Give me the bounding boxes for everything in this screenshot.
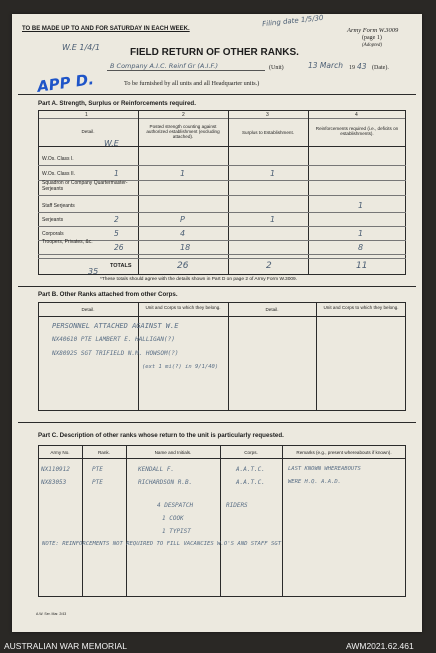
- row-posted-6: 4: [180, 229, 186, 238]
- form-page: (page 1): [362, 35, 382, 41]
- archive-footer: [0, 640, 436, 653]
- part-c-col-army-no: Army No.: [50, 450, 70, 455]
- part-c-name-1: KENDALL F.: [138, 466, 175, 473]
- row-posted-7: 18: [180, 243, 191, 252]
- part-c-corps-2: A.A.T.C.: [236, 479, 265, 486]
- col-header-surplus: Surplus to Establishment.: [241, 130, 295, 135]
- part-c-col-rank: Rank.: [97, 450, 110, 455]
- part-c-army-no-1: NX110912: [41, 466, 70, 473]
- part-c-corps-1: A.A.T.C.: [236, 466, 265, 473]
- unit-label: (Unit): [269, 65, 284, 71]
- part-c-title: Part C. Description of other ranks whose return to the unit is particularly requested.: [38, 432, 284, 439]
- part-b-col-detail-2: Detail.: [265, 307, 279, 312]
- row-reinforcements-6: 1: [358, 229, 364, 238]
- row-reinforcements-7: 8: [358, 243, 364, 252]
- date-label: (Date).: [372, 65, 389, 71]
- part-b-entry-2: NX40610 PTE LAMBERT E. HALLIGAN(?): [52, 336, 175, 343]
- year-prefix: 19: [349, 65, 355, 71]
- col-number-4: 4: [355, 112, 358, 118]
- part-b-col-unit-1: Unit and Corps to which they belong.: [145, 305, 221, 310]
- row-surplus-5: 1: [270, 215, 276, 224]
- part-b-entry-3: NX80925 SGT TRIFIELD N.M. HOWSOM(?): [52, 350, 179, 357]
- part-c-note: NOTE: REINFORCEMENTS NOT REQUIRED TO FILL VACANCIES W.O'S AND STAFF SGT: [42, 541, 282, 547]
- printer-code: A.W. Ser. Mar. 2/43: [36, 612, 67, 616]
- handwritten-ref: W.E 1/4/1: [62, 43, 101, 52]
- part-c-col-corps: Corps.: [244, 450, 258, 455]
- row-detail-4: Staff Serjeants: [42, 203, 75, 209]
- col-number-1: 1: [85, 112, 88, 118]
- totals-label: TOTALS: [110, 263, 132, 269]
- totals-posted: 26: [177, 261, 189, 271]
- row-we-2: 1: [114, 169, 119, 178]
- part-c-army-no-2: NX83053: [41, 479, 67, 486]
- document-page: [12, 14, 422, 632]
- col-header-reinforcements: Reinforcements required (i.e., deficits on establishments).: [315, 126, 399, 136]
- row-we-6: 5: [114, 229, 119, 238]
- part-c-rank-2: PTE: [92, 479, 103, 486]
- part-b-col-unit-2: Unit and Corps to which they belong.: [323, 305, 399, 310]
- part-c-col-name: Name and Initials.: [154, 450, 192, 455]
- row-reinforcements-4: 1: [358, 201, 364, 210]
- part-c-extra-corps-1: RIDERS: [226, 502, 248, 509]
- part-c-name-2: RICHARDSON R.B.: [138, 479, 193, 486]
- blue-stamp: APP D.: [36, 70, 95, 96]
- form-name: Army Form W.3009: [347, 27, 399, 34]
- instruction-text: TO BE MADE UP TO AND FOR SATURDAY IN EACH WEEK.: [22, 26, 190, 32]
- part-a-table-top: [38, 110, 406, 111]
- row-we-5: 2: [114, 215, 119, 224]
- row-detail-6: Corporals: [42, 231, 64, 237]
- row-detail-2: W.Os. Class II.: [42, 171, 76, 177]
- part-b-entry-1: PERSONNEL ATTACHED AGAINST W.E: [52, 322, 179, 330]
- row-detail-7: Troopers, Privates, &c.: [42, 239, 93, 245]
- row-surplus-2: 1: [270, 169, 276, 178]
- part-c-rank-1: PTE: [92, 466, 103, 473]
- row-detail-3: Squadron or Company Quartermaster-Serjeants: [42, 180, 128, 192]
- part-c-remarks-2: WERE H.Q. A.A.D.: [288, 479, 341, 485]
- row-posted-2: 1: [180, 169, 186, 178]
- part-c-remarks-1: LAST KNOWN WHEREABOUTS: [288, 466, 361, 472]
- part-c-extra-name-2: 1 COOK: [162, 515, 184, 522]
- part-c-col-remarks: Remarks (e.g., present whereabouts if known).: [296, 450, 392, 455]
- part-b-entry-4: (ext 1 mi(?) in 9/1/40): [142, 364, 219, 370]
- handwritten-date: 13 March: [308, 61, 343, 70]
- col-number-3: 3: [266, 112, 269, 118]
- handwritten-filing-note: Filing date 1/5/30: [261, 14, 324, 29]
- part-c-extra-name-3: 1 TYPIST: [162, 528, 191, 535]
- col-number-2: 2: [182, 112, 185, 118]
- row-posted-5: P: [180, 215, 185, 224]
- row-detail-1: W.Os. Class I.: [42, 156, 74, 162]
- part-c-extra-name-1: 4 DESPATCH: [157, 502, 194, 509]
- totals-surplus: 2: [266, 261, 272, 271]
- row-detail-5: Serjeants: [42, 217, 64, 223]
- furnish-note: To be furnished by all units and all Headquarter units.): [124, 80, 260, 87]
- part-b-title: Part B. Other Ranks attached from other Corps.: [38, 291, 178, 298]
- footer-accession: AWM2021.62.461: [346, 641, 414, 651]
- form-title: FIELD RETURN OF OTHER RANKS.: [130, 47, 299, 58]
- footer-institution: AUSTRALIAN WAR MEMORIAL: [4, 641, 127, 651]
- col-header-posted: Posted strength counting against authorized establishment (excluding attached).: [146, 124, 220, 139]
- row-we-7: 26: [114, 243, 124, 252]
- form-adopted: (Adopted): [362, 43, 382, 48]
- part-b-col-detail-1: Detail.: [81, 307, 95, 312]
- totals-we: 35: [88, 267, 99, 276]
- part-a-footnote: *These totals should agree with the details shown in Part D on page 2 of Army Form W.3009.: [100, 277, 298, 282]
- handwritten-unit: B Company A.I.C. Reinf Gr (A.I.F.): [110, 62, 219, 70]
- col-header-detail: Detail.: [81, 129, 95, 134]
- totals-reinforcements: 11: [356, 261, 368, 271]
- part-a-title: Part A. Strength, Surplus or Reinforcements required.: [38, 100, 196, 107]
- handwritten-we: W.E: [104, 139, 119, 148]
- handwritten-year: 43: [357, 62, 367, 71]
